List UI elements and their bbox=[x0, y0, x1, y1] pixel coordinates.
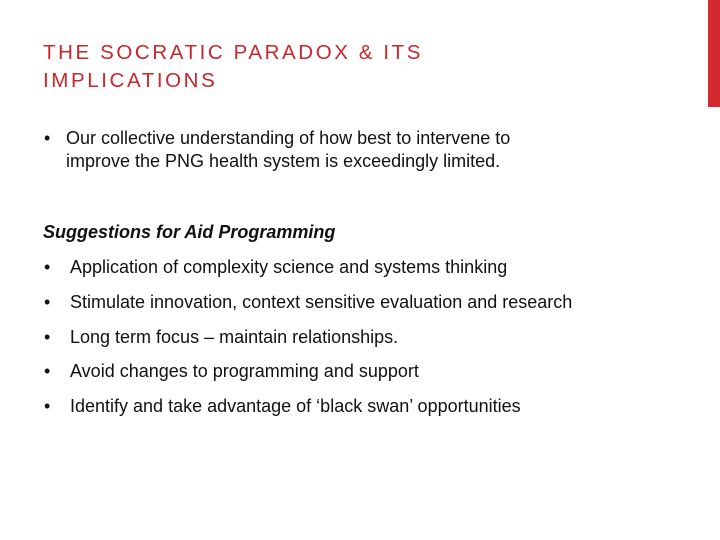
intro-bullet-line-2: improve the PNG health system is exceedingly limited. bbox=[66, 151, 501, 171]
bullet-marker: • bbox=[44, 257, 51, 277]
slide-title-line-1: THE SOCRATIC PARADOX & ITS bbox=[43, 41, 424, 64]
suggestions-heading: Suggestions for Aid Programming bbox=[43, 222, 336, 242]
suggestion-text: Stimulate innovation, context sensitive evaluation and research bbox=[70, 291, 573, 312]
bullet-marker: • bbox=[44, 361, 51, 382]
intro-bullet-list bbox=[44, 127, 604, 173]
intro-bullet-line-1: Our collective understanding of how best to intervene to bbox=[66, 128, 511, 148]
bullet-marker: • bbox=[44, 326, 51, 347]
bullet-marker: • bbox=[44, 128, 51, 148]
bullet-marker: • bbox=[44, 291, 51, 312]
intro-bullet-item bbox=[44, 127, 604, 173]
suggestion-text: Long term focus – maintain relationships. bbox=[70, 326, 399, 347]
suggestion-text: Identify and take advantage of ‘black swan’ opportunities bbox=[70, 396, 521, 417]
suggestion-text: Avoid changes to programming and support bbox=[70, 361, 419, 382]
suggestions-list bbox=[44, 256, 684, 430]
accent-bar bbox=[708, 0, 720, 107]
suggestion-text: Application of complexity science and systems thinking bbox=[70, 257, 508, 277]
slide-title-line-2: IMPLICATIONS bbox=[43, 69, 218, 92]
suggestion-item bbox=[44, 291, 684, 314]
suggestion-item bbox=[44, 395, 684, 418]
suggestion-item bbox=[44, 360, 684, 383]
slide-title bbox=[43, 39, 643, 95]
bullet-marker: • bbox=[44, 396, 51, 417]
suggestion-item bbox=[44, 326, 684, 349]
suggestion-item bbox=[44, 256, 684, 279]
